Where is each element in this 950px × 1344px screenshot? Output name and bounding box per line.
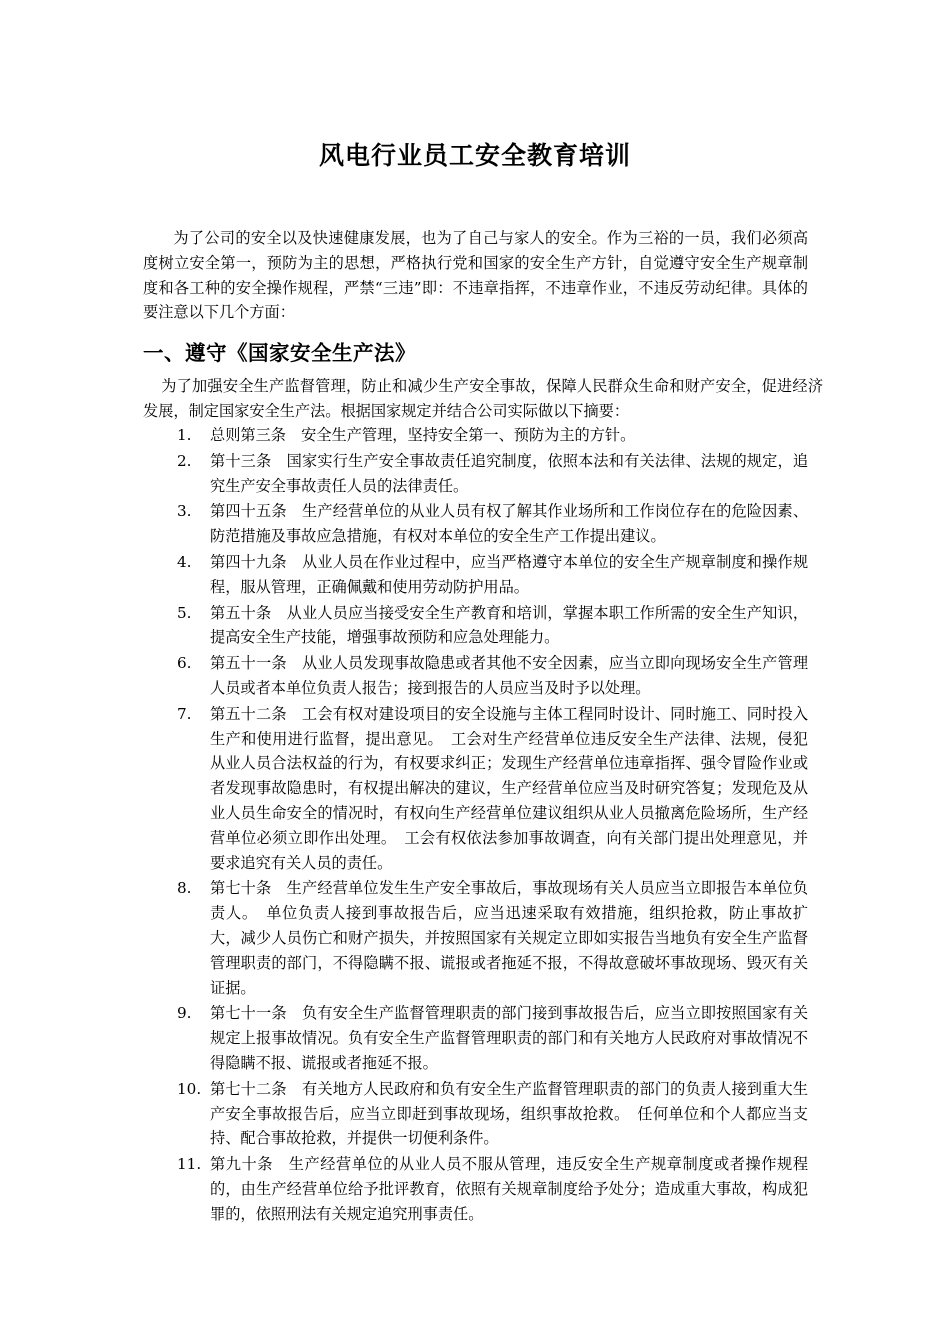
list-number: 6. xyxy=(177,654,192,673)
list-text: 第七十二条 有关地方人民政府和负有安全生产监督管理职责的部门的负责人接到重大生产安全事故报告后，应当立即赶到事故现场，组织事故抢救。 任何单位和个人都应当支持、配合事故抢救，并提供一切便利条件。 xyxy=(210,1079,808,1148)
list-number: 4. xyxy=(177,552,192,571)
list-text: 第五十二条 工会有权对建设项目的安全设施与主体工程同时设计、同时施工、同时投入生产和使用进行监督，提出意见。 工会对生产经营单位违反安全生产法律、法规，侵犯从业人员合法权益的行为，有权要求纠正；发现生产经营单位违章指挥、强令冒险作业或者发现事故隐患时，有权提出解决的建议，生产经营单位应当及时研究答复；发现危及从业人员生命安全的情况时，有权向生产经营单位建议组织从业人员撤离危险场所，生产经营单位必须立即作出处理。 工会有权依法参加事故调查，向有关部门提出处理意见，并要求追究有关人员的责任。 xyxy=(210,704,808,872)
list-item xyxy=(143,1001,808,1075)
section-lead-paragraph xyxy=(143,374,823,424)
list-text: 第五十一条 从业人员发现事故隐患或者其他不安全因素，应当立即向现场安全生产管理人员或者本单位负责人报告；接到报告的人员应当及时予以处理。 xyxy=(210,654,808,697)
list-text: 总则第三条 安全生产管理，坚持安全第一、预防为主的方针。 xyxy=(210,426,636,444)
section-heading: 一、遵守《国家安全生产法》 xyxy=(143,341,416,365)
list-item xyxy=(143,601,808,651)
list-text: 第五十条 从业人员应当接受安全生产教育和培训，掌握本职工作所需的安全生产知识，提高安全生产技能，增强事故预防和应急处理能力。 xyxy=(210,603,808,647)
list-number: 3. xyxy=(177,502,192,521)
section-lead-text: 为了加强安全生产监督管理，防止和减少生产安全事故，保障人民群众生命和财产安全，促进经济发展，制定国家安全生产法。根据国家规定并结合公司实际做以下摘要： xyxy=(143,377,823,420)
list-number: 10. xyxy=(177,1079,202,1098)
list-text: 第七十条 生产经营单位发生生产安全事故后，事故现场有关人员应当立即报告本单位负责人。 单位负责人接到事故报告后，应当迅速采取有效措施，组织抢救，防止事故扩大，减少人员伤亡和财产损失，并按照国家有关规定立即如实报告当地负有安全生产监督管理职责的部门，不得隐瞒不报、谎报或者拖延不报，不得故意破坏事故现场、毁灭有关证据。 xyxy=(210,879,808,997)
list-item xyxy=(143,449,808,499)
article-list xyxy=(143,423,808,1228)
list-item xyxy=(143,702,808,876)
list-number: 11. xyxy=(177,1155,202,1174)
list-item xyxy=(143,423,808,448)
page-title: 风电行业员工安全教育培训 xyxy=(318,141,631,170)
list-number: 9. xyxy=(177,1004,192,1023)
list-item xyxy=(143,499,808,549)
list-text: 第十三条 国家实行生产安全事故责任追究制度，依照本法和有关法律、法规的规定，追究生产安全事故责任人员的法律责任。 xyxy=(210,451,808,495)
list-number: 5. xyxy=(177,603,192,622)
list-item xyxy=(143,651,808,701)
list-text: 第九十条 生产经营单位的从业人员不服从管理，违反安全生产规章制度或者操作规程的，由生产经营单位给予批评教育，依照有关规章制度给予处分；造成重大事故，构成犯罪的，依照刑法有关规定追究刑事责任。 xyxy=(210,1155,808,1223)
list-item xyxy=(143,1077,808,1151)
list-item xyxy=(143,876,808,1000)
list-number: 8. xyxy=(177,879,192,898)
list-number: 1. xyxy=(177,426,192,444)
list-text: 第七十一条 负有安全生产监督管理职责的部门接到事故报告后，应当立即按照国家有关规定上报事故情况。负有安全生产监督管理职责的部门和有关地方人民政府对事故情况不得隐瞒不报、谎报或者拖延不报。 xyxy=(210,1004,808,1072)
list-text: 第四十五条 生产经营单位的从业人员有权了解其作业场所和工作岗位存在的危险因素、防范措施及事故应急措施，有权对本单位的安全生产工作提出建议。 xyxy=(210,502,808,546)
list-number: 7. xyxy=(177,704,192,723)
list-item xyxy=(143,1152,808,1226)
list-number: 2. xyxy=(177,451,192,470)
intro-text: 为了公司的安全以及快速健康发展，也为了自己与家人的安全。作为三裕的一员，我们必须高度树立安全第一，预防为主的思想，严格执行党和国家的安全生产方针，自觉遵守安全生产规章制度和各工种的安全操作规程，严禁“三违”即：不违章指挥，不违章作业，不违反劳动纪律。具体的要注意以下几个方面： xyxy=(143,229,808,322)
list-text: 第四十九条 从业人员在作业过程中，应当严格遵守本单位的安全生产规章制度和操作规程，服从管理，正确佩戴和使用劳动防护用品。 xyxy=(210,552,808,596)
list-item xyxy=(143,550,808,600)
intro-paragraph xyxy=(143,226,808,325)
